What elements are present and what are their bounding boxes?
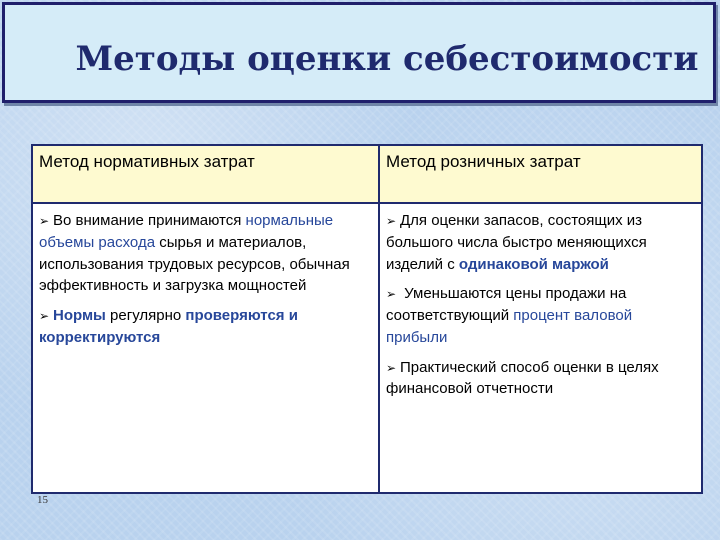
item-text-segment: процент валовой прибыли — [386, 307, 633, 346]
list-item — [386, 210, 695, 275]
item-text-segment: одинаковой маржой — [458, 255, 609, 273]
arrowhead-bullet-icon: ➢ — [386, 287, 397, 302]
header-standard-cost: Метод нормативных затрат — [32, 145, 379, 203]
standard-cost-list — [39, 210, 372, 349]
item-text-segment: Нормы — [53, 307, 106, 324]
header-retail-method: Метод розничных затрат — [379, 145, 702, 203]
item-text-segment: Практический способ оценки в целях финансовой отчетности — [386, 358, 659, 398]
item-text-segment: Во внимание принимаются — [53, 212, 246, 229]
title-box — [2, 2, 716, 103]
item-text-segment: регулярно — [105, 307, 186, 324]
item-text-segment: сырья и материалов, использования трудовых ресурсов, обычная эффективность и загрузка мощностей — [39, 233, 350, 295]
list-item — [386, 283, 695, 348]
arrowhead-bullet-icon: ➢ — [386, 360, 397, 375]
arrowhead-bullet-icon: ➢ — [386, 214, 397, 228]
retail-method-list — [386, 210, 695, 400]
slide-title: Методы оценки себестоимости — [75, 39, 699, 79]
list-item — [39, 210, 372, 297]
slide-number: 15 — [37, 494, 48, 506]
standard-cost-cell — [32, 203, 379, 493]
list-item — [386, 357, 695, 401]
item-text-segment: нормальные объемы расхода — [39, 212, 334, 251]
table-body-row — [32, 203, 702, 493]
item-text-segment: проверяются и корректируются — [39, 307, 298, 346]
methods-table — [31, 144, 703, 494]
list-item — [39, 305, 372, 349]
table-header-row — [32, 145, 702, 203]
item-text-segment: Для оценки запасов, состоящих из большого числа быстро меняющихся изделий с — [386, 212, 647, 273]
arrowhead-bullet-icon: ➢ — [39, 309, 50, 323]
item-text-segment: Уменьшаются цены продажи на соответствующий — [386, 285, 627, 324]
retail-method-cell — [379, 203, 702, 493]
arrowhead-bullet-icon: ➢ — [39, 214, 50, 228]
